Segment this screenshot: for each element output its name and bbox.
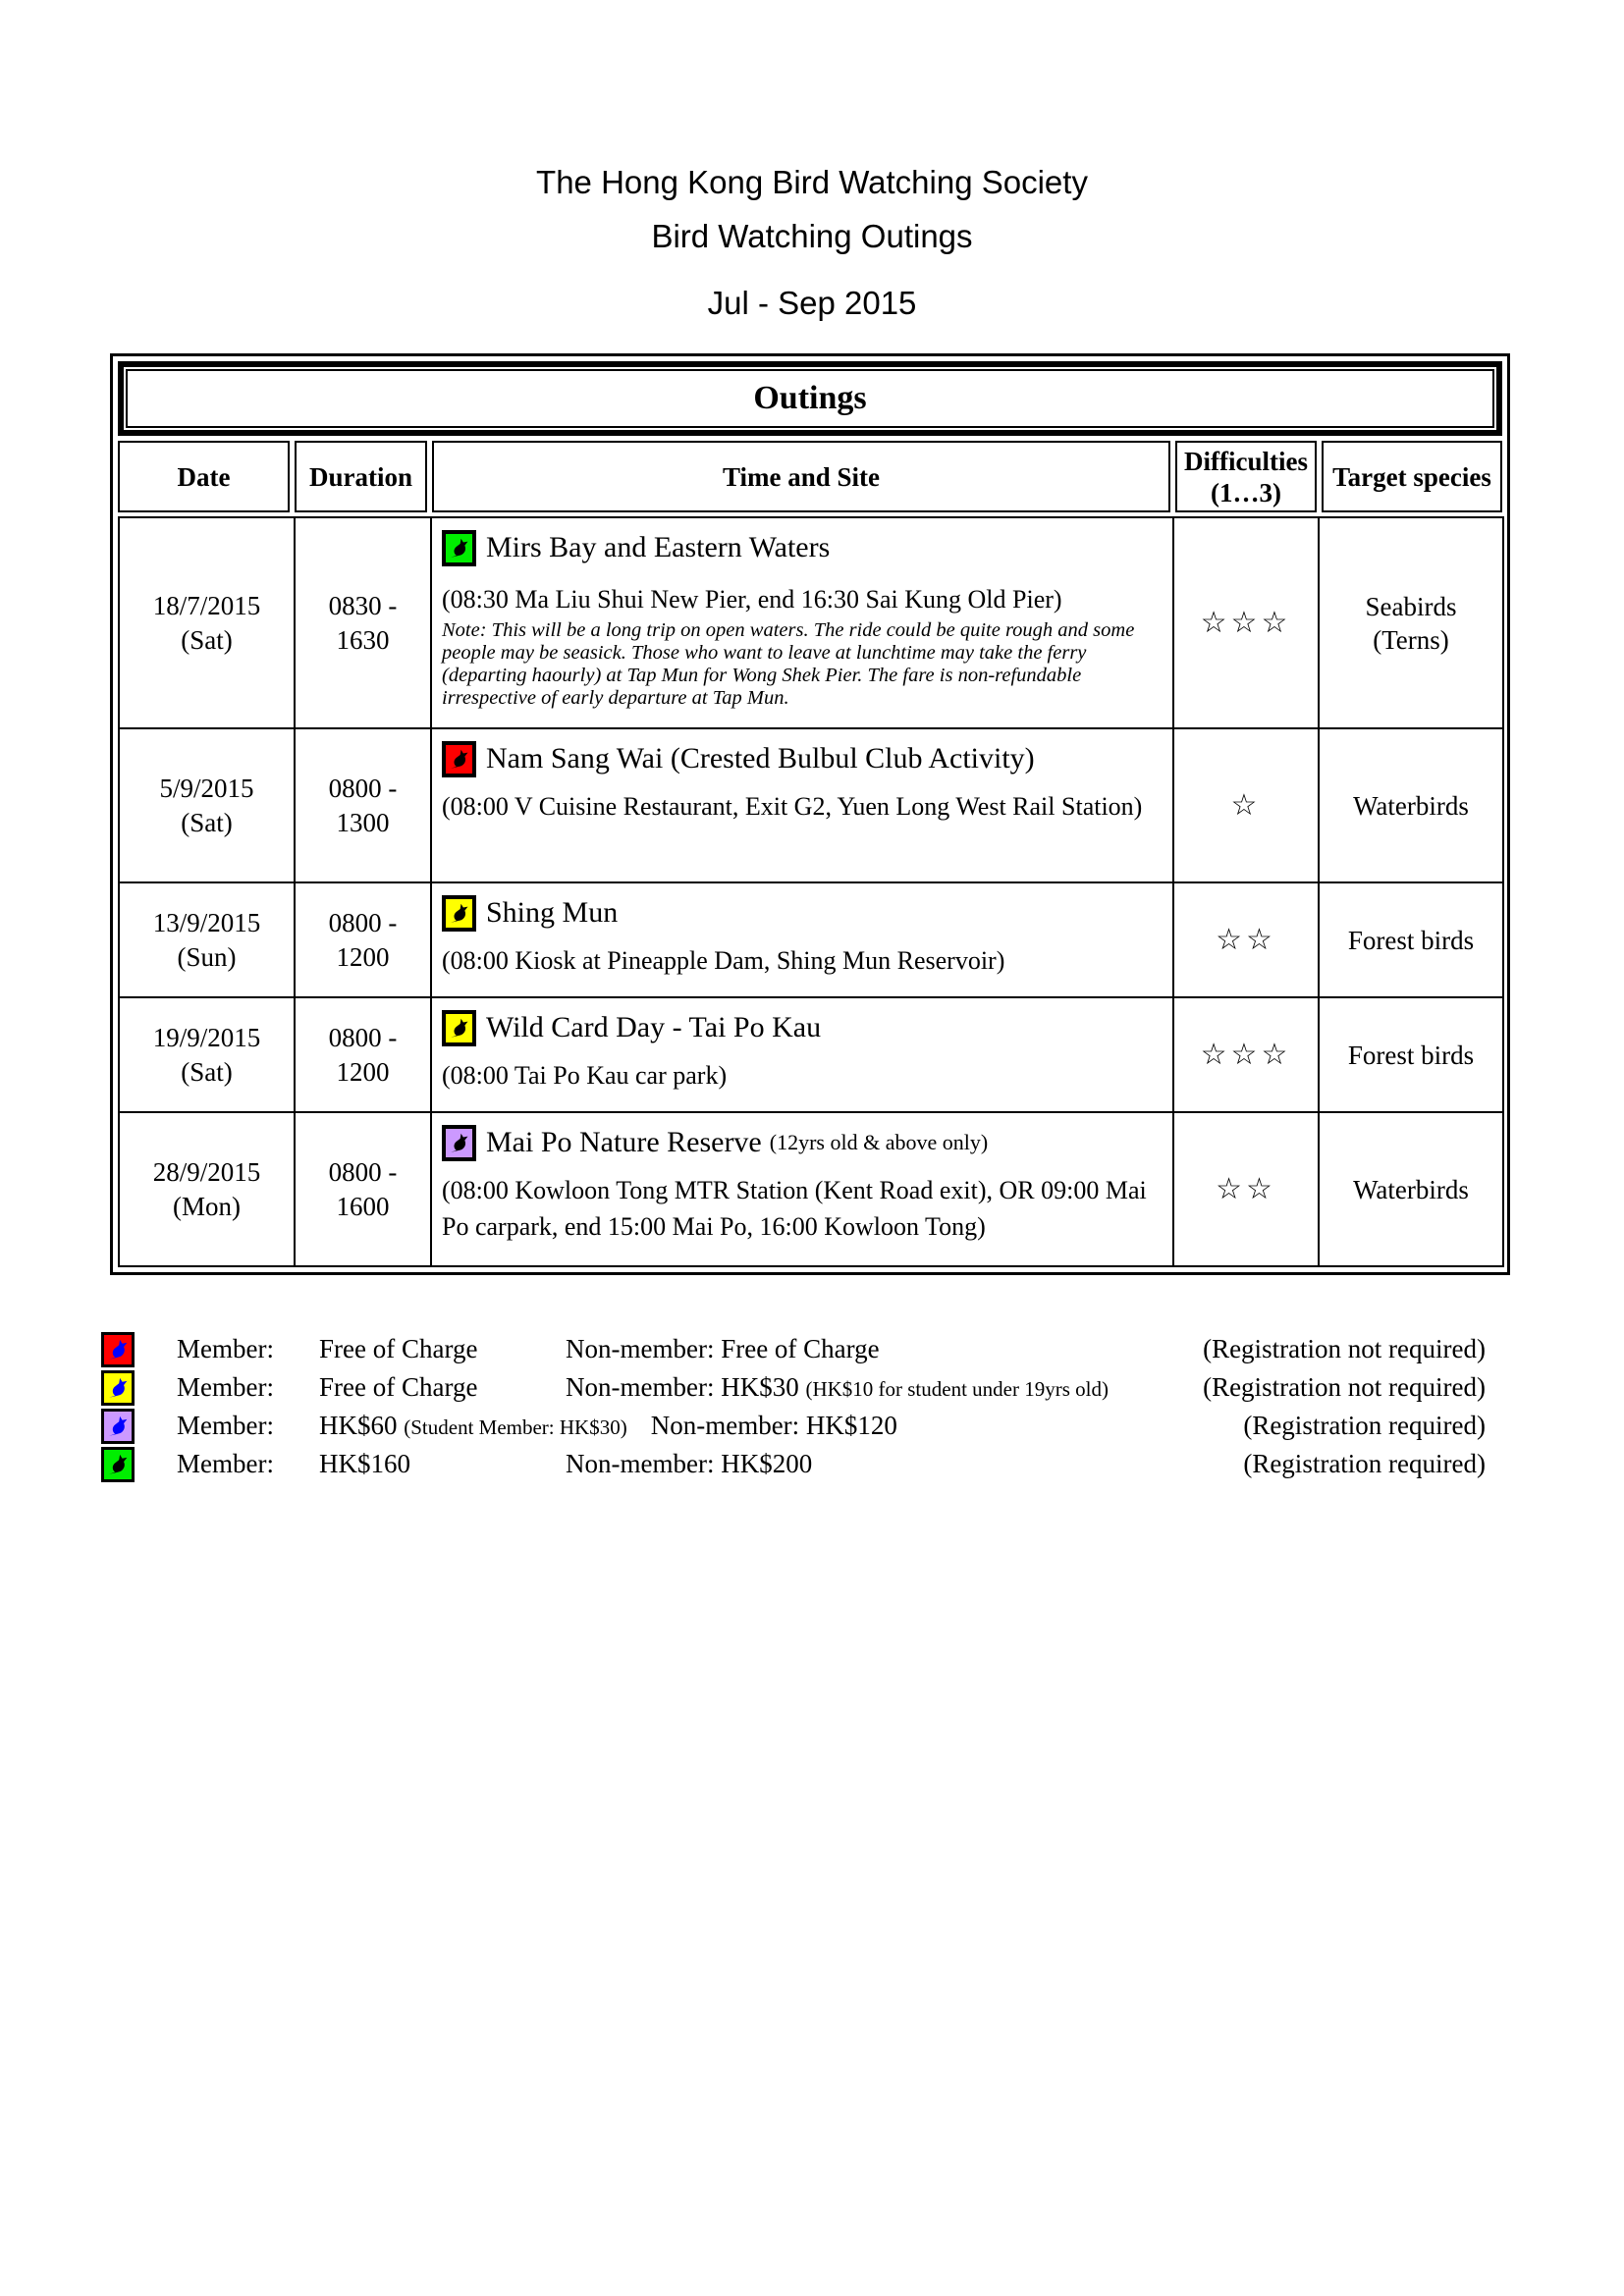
nonmember-fee-value: Non-member: Free of Charge (566, 1334, 880, 1363)
outing-date-cell (119, 728, 295, 882)
outings-banner (118, 361, 1502, 436)
member-label: Member: (177, 1411, 274, 1440)
page-title: The Hong Kong Bird Watching Society (536, 164, 1088, 200)
difficulty-stars: ☆☆☆ (1173, 517, 1319, 728)
site-title-row (442, 893, 1155, 933)
table-row (119, 517, 1503, 728)
outing-day: (Sat) (181, 807, 233, 837)
yellow-bird-icon (101, 1370, 135, 1406)
target-species: Forest birds (1347, 925, 1475, 955)
period-label: Jul - Sep 2015 (707, 285, 917, 321)
duration-start: 0800 - (328, 1022, 398, 1052)
red-bird-icon (101, 1332, 135, 1367)
member-label: Member: (177, 1334, 274, 1363)
outing-timesite-cell (431, 517, 1173, 728)
outing-day: (Mon) (173, 1191, 241, 1221)
outing-duration-cell (295, 997, 431, 1112)
nonmember-fee (651, 1411, 897, 1441)
outing-date-cell (119, 882, 295, 997)
registration-status: (Registration required) (1243, 1449, 1486, 1478)
outing-date-cell (119, 997, 295, 1112)
duration-start: 0830 - (328, 590, 398, 620)
red-bird-icon (442, 741, 476, 777)
table-row (119, 728, 1503, 882)
outing-title-restriction: (12yrs old & above only) (769, 1130, 989, 1154)
member-fee-value: Free of Charge (319, 1334, 478, 1363)
outing-meeting-info: (08:00 Tai Po Kau car park) (442, 1061, 728, 1090)
site-title-row (442, 1008, 1155, 1047)
member-fee-value: HK$60 (319, 1411, 398, 1440)
column-header-time-site: Time and Site (432, 441, 1170, 512)
outings-table (110, 353, 1510, 1275)
duration-end: 1200 (336, 941, 390, 972)
outing-date-cell (119, 517, 295, 728)
table-header-row (118, 441, 1502, 512)
duration-end: 1300 (336, 807, 390, 837)
nonmember-fee (566, 1449, 812, 1479)
member-label: Member: (177, 1372, 274, 1402)
outing-title: Mirs Bay and Eastern Waters (486, 531, 831, 563)
green-bird-icon (101, 1447, 135, 1482)
outing-title: Mai Po Nature Reserve (486, 1126, 762, 1158)
nonmember-fee-value: Non-member: HK$120 (650, 1411, 897, 1440)
outing-timesite-cell (431, 1112, 1173, 1266)
outing-duration-cell (295, 517, 431, 728)
outing-date: 13/9/2015 (152, 907, 261, 937)
table-row (119, 1112, 1503, 1266)
member-fee (319, 1449, 566, 1479)
member-fee-value: HK$160 (319, 1449, 410, 1478)
outings-banner-title: Outings (126, 369, 1494, 428)
outing-date: 28/9/2015 (152, 1156, 261, 1187)
duration-end: 1200 (336, 1056, 390, 1087)
target-species-cell (1319, 1112, 1503, 1266)
outing-note: Note: This will be a long trip on open waters. The ride could be quite rough and some people may be seasick. Those who want to leave at lunchtime may take the ferry (departing haourly) at Tap Mun for Wong Shek Pier. The fare is non-refundable irrespective of early departure at Tap Mun. (442, 619, 1135, 709)
target-species: Waterbirds (1353, 1174, 1469, 1204)
member-fee-note: (Student Member: HK$30) (404, 1415, 627, 1439)
page-subtitle: Bird Watching Outings (651, 218, 973, 254)
duration-start: 0800 - (328, 1156, 398, 1187)
difficulty-stars: ☆☆ (1173, 882, 1319, 997)
target-species-cell (1319, 882, 1503, 997)
legend-row (101, 1407, 1486, 1445)
outing-day: (Sat) (181, 624, 233, 655)
target-species: Forest birds (1347, 1040, 1475, 1070)
outing-date: 5/9/2015 (159, 773, 254, 803)
outing-day: (Sat) (181, 1056, 233, 1087)
yellow-bird-icon (442, 1010, 476, 1046)
difficulty-stars: ☆☆☆ (1173, 997, 1319, 1112)
nonmember-fee (566, 1372, 1109, 1403)
table-row (119, 882, 1503, 997)
purple-bird-icon (101, 1409, 135, 1444)
column-header-target-species: Target species (1322, 441, 1502, 512)
member-fee (319, 1334, 566, 1364)
purple-bird-icon (442, 1125, 476, 1161)
outing-meeting-info: (08:00 V Cuisine Restaurant, Exit G2, Yuen Long West Rail Station) (442, 792, 1143, 821)
outing-duration-cell (295, 728, 431, 882)
yellow-bird-icon (442, 895, 476, 932)
difficulties-range: (1…3) (1211, 477, 1281, 507)
duration-start: 0800 - (328, 907, 398, 937)
target-species: Seabirds (1365, 591, 1457, 621)
difficulties-label: Difficulties (1184, 446, 1308, 476)
registration-status: (Registration required) (1243, 1411, 1486, 1440)
member-fee (319, 1372, 566, 1403)
duration-end: 1600 (336, 1191, 390, 1221)
nonmember-fee (566, 1334, 880, 1364)
difficulty-stars: ☆ (1173, 728, 1319, 882)
outing-day: (Sun) (177, 941, 237, 972)
site-title-row (442, 528, 1155, 567)
member-label: Member: (177, 1449, 274, 1478)
outing-date: 19/9/2015 (152, 1022, 261, 1052)
nonmember-fee-note: (HK$10 for student under 19yrs old) (805, 1377, 1109, 1401)
duration-start: 0800 - (328, 773, 398, 803)
registration-status: (Registration not required) (1203, 1372, 1486, 1402)
member-fee-value: Free of Charge (319, 1372, 478, 1402)
table-row (119, 997, 1503, 1112)
fee-legend (101, 1330, 1486, 1483)
outing-duration-cell (295, 882, 431, 997)
legend-row (101, 1330, 1486, 1368)
target-species-cell (1319, 517, 1503, 728)
outing-timesite-cell (431, 882, 1173, 997)
green-bird-icon (442, 530, 476, 566)
outing-meeting-info: (08:00 Kiosk at Pineapple Dam, Shing Mun Reservoir) (442, 946, 1005, 975)
target-species-cell (1319, 997, 1503, 1112)
site-title-row (442, 1123, 1155, 1162)
column-header-difficulties (1175, 441, 1317, 512)
outing-date: 18/7/2015 (152, 590, 261, 620)
duration-end: 1630 (336, 624, 390, 655)
outing-duration-cell (295, 1112, 431, 1266)
nonmember-fee-value: Non-member: HK$30 (566, 1372, 799, 1402)
target-species-detail: (Terns) (1373, 624, 1449, 655)
target-species: Waterbirds (1353, 790, 1469, 821)
legend-row (101, 1445, 1486, 1483)
outing-meeting-info: (08:30 Ma Liu Shui New Pier, end 16:30 Sai Kung Old Pier) (442, 585, 1062, 614)
outing-meeting-info: (08:00 Kowloon Tong MTR Station (Kent Road exit), OR 09:00 Mai Po carpark, end 15:00 Mai Po, 16:00 Kowloon Tong) (442, 1176, 1147, 1241)
legend-row (101, 1368, 1486, 1407)
registration-status: (Registration not required) (1203, 1334, 1486, 1363)
outing-timesite-cell (431, 997, 1173, 1112)
outing-title: Nam Sang Wai (Crested Bulbul Club Activity) (486, 742, 1035, 774)
site-title-row (442, 739, 1155, 778)
outing-title: Shing Mun (486, 896, 619, 929)
member-fee (319, 1411, 651, 1441)
outing-date-cell (119, 1112, 295, 1266)
column-header-date: Date (118, 441, 290, 512)
target-species-cell (1319, 728, 1503, 882)
outing-timesite-cell (431, 728, 1173, 882)
nonmember-fee-value: Non-member: HK$200 (566, 1449, 813, 1478)
outing-title: Wild Card Day - Tai Po Kau (486, 1011, 822, 1043)
column-header-duration: Duration (295, 441, 427, 512)
difficulty-stars: ☆☆ (1173, 1112, 1319, 1266)
document-header (0, 0, 1624, 324)
outings-data-grid (118, 516, 1504, 1267)
